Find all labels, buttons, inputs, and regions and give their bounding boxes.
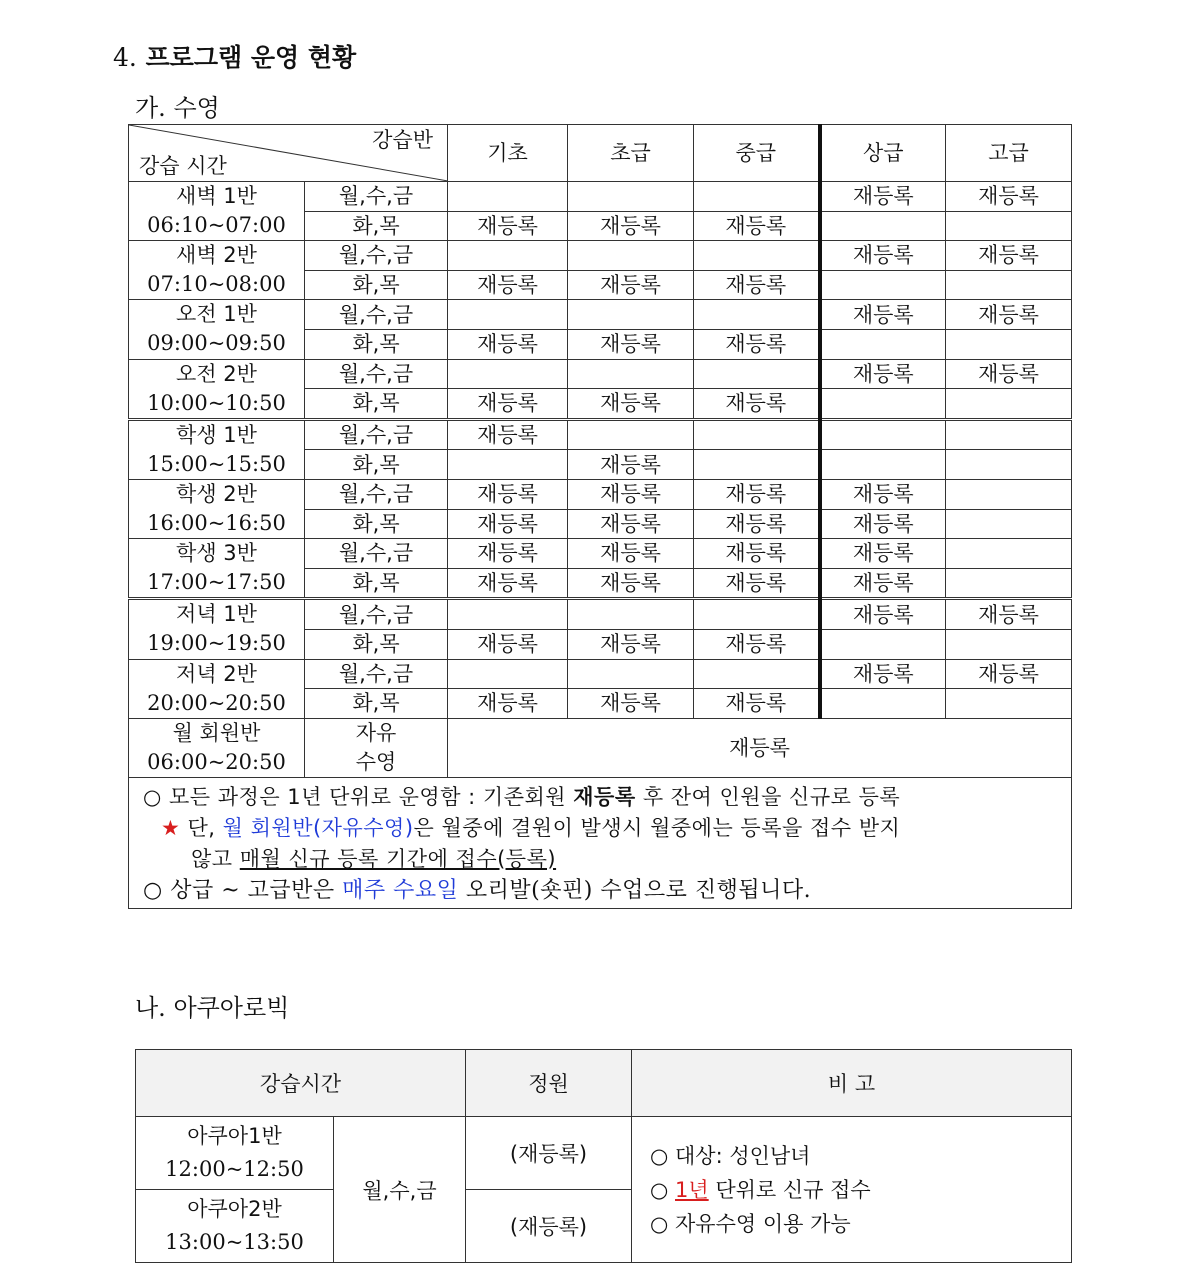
level-cell-upper — [820, 450, 946, 480]
level-cell-advanced: 재등록 — [946, 182, 1072, 212]
level-header-upper: 상급 — [820, 125, 946, 182]
level-cell-basic — [448, 359, 568, 389]
level-cell-intermediate: 재등록 — [694, 689, 820, 719]
level-cell-upper: 재등록 — [820, 659, 946, 689]
level-cell-intermediate — [694, 419, 820, 450]
level-cell-advanced — [946, 450, 1072, 480]
level-cell-upper: 재등록 — [820, 479, 946, 509]
level-cell-intermediate: 재등록 — [694, 568, 820, 599]
level-cell-intermediate: 재등록 — [694, 509, 820, 539]
class-days: 월,수,금 — [305, 182, 448, 212]
level-cell-advanced — [946, 568, 1072, 599]
class-time-cell — [129, 659, 305, 718]
note-bullet: ○ — [143, 877, 163, 903]
level-header-beginner: 초급 — [568, 125, 694, 182]
note-bullet: ○ — [143, 784, 162, 809]
class-days: 월,수,금 — [305, 599, 448, 630]
level-cell-basic — [448, 599, 568, 630]
class-days: 월,수,금 — [305, 300, 448, 330]
class-time: 15:00~15:50 — [147, 451, 286, 476]
level-cell-advanced — [946, 689, 1072, 719]
level-cell-intermediate: 재등록 — [694, 479, 820, 509]
note-monthly — [143, 813, 1063, 844]
monthly-member-row — [129, 718, 1072, 777]
level-cell-basic: 재등록 — [448, 211, 568, 241]
class-days: 화,목 — [305, 329, 448, 359]
monthly-days-cell — [305, 718, 448, 777]
class-name: 새벽 1반 — [176, 184, 257, 209]
class-time-cell — [129, 241, 305, 300]
class-name: 오전 1반 — [176, 302, 257, 327]
schedule-row — [129, 539, 1072, 569]
class-name: 오전 2반 — [176, 361, 257, 386]
level-cell-beginner: 재등록 — [568, 329, 694, 359]
aqua-class-time: 12:00~12:50 — [165, 1157, 304, 1181]
section-title: 프로그램 운영 현황 — [145, 43, 357, 72]
monthly-status: 재등록 — [448, 718, 1072, 777]
class-name: 저녁 1반 — [176, 602, 257, 627]
level-cell-basic: 재등록 — [448, 479, 568, 509]
level-cell-intermediate: 재등록 — [694, 629, 820, 659]
swimming-schedule-table — [128, 124, 1072, 909]
level-cell-upper: 재등록 — [820, 241, 946, 271]
level-header-intermediate: 중급 — [694, 125, 820, 182]
class-time: 17:00~17:50 — [147, 570, 286, 595]
class-time-cell — [129, 479, 305, 538]
class-days: 화,목 — [305, 568, 448, 599]
note-annual-text: 모든 과정은 1년 단위로 운영함 : 기존회원 — [169, 784, 567, 809]
level-cell-basic: 재등록 — [448, 389, 568, 420]
level-cell-beginner — [568, 241, 694, 271]
monthly-days-line2: 수영 — [355, 749, 397, 774]
class-time-cell — [129, 359, 305, 419]
class-time: 06:00~20:50 — [147, 749, 286, 774]
swim-header-row — [129, 125, 1072, 182]
aqua-class-name: 아쿠아1반 — [187, 1124, 282, 1148]
level-cell-upper — [820, 689, 946, 719]
level-cell-advanced: 재등록 — [946, 359, 1072, 389]
level-cell-advanced — [946, 539, 1072, 569]
level-cell-intermediate: 재등록 — [694, 211, 820, 241]
corner-top-label: 강습반 — [372, 128, 433, 152]
class-days: 화,목 — [305, 689, 448, 719]
level-cell-upper — [820, 629, 946, 659]
level-cell-basic — [448, 241, 568, 271]
aqua-capacity: (재등록) — [466, 1190, 632, 1263]
level-cell-basic — [448, 182, 568, 212]
level-cell-advanced — [946, 509, 1072, 539]
class-name: 학생 1반 — [176, 422, 257, 447]
level-cell-intermediate — [694, 182, 820, 212]
aqua-days: 월,수,금 — [334, 1117, 466, 1263]
level-cell-basic: 재등록 — [448, 689, 568, 719]
class-days: 월,수,금 — [305, 659, 448, 689]
class-days: 화,목 — [305, 211, 448, 241]
class-days: 화,목 — [305, 270, 448, 300]
notes-cell — [129, 777, 1072, 908]
note-monthly-highlight: 월 회원반(자유수영) — [222, 815, 414, 840]
level-cell-upper: 재등록 — [820, 300, 946, 330]
level-cell-beginner — [568, 300, 694, 330]
level-cell-basic — [448, 300, 568, 330]
note-fins-highlight: 매주 수요일 — [342, 877, 459, 903]
level-cell-upper: 재등록 — [820, 599, 946, 630]
remark-registration-text: 단위로 신규 접수 — [715, 1177, 871, 1202]
level-cell-beginner: 재등록 — [568, 389, 694, 420]
aquarobic-heading: 나. 아쿠아로빅 — [135, 994, 290, 1022]
class-days: 화,목 — [305, 389, 448, 420]
level-cell-upper — [820, 419, 946, 450]
level-cell-advanced: 재등록 — [946, 300, 1072, 330]
class-time-cell — [129, 539, 305, 599]
note-monthly-text: 은 월중에 결원이 발생시 월중에는 등록을 접수 받지 — [413, 815, 901, 840]
remark-bullet: ○ — [650, 1177, 669, 1202]
level-cell-beginner — [568, 419, 694, 450]
note-monthly-underline: 매월 신규 등록 기간에 접수(등록) — [239, 846, 557, 871]
class-time: 10:00~10:50 — [147, 390, 286, 415]
note-monthly-cont — [143, 844, 1063, 875]
level-cell-basic: 재등록 — [448, 539, 568, 569]
level-cell-beginner — [568, 359, 694, 389]
note-annual-rest: 후 잔여 인원을 신규로 등록 — [642, 784, 901, 809]
level-cell-advanced — [946, 389, 1072, 420]
level-cell-basic: 재등록 — [448, 568, 568, 599]
class-time-cell — [129, 599, 305, 659]
level-cell-intermediate — [694, 599, 820, 630]
class-days: 월,수,금 — [305, 539, 448, 569]
level-cell-upper: 재등록 — [820, 568, 946, 599]
aqua-class-name: 아쿠아2반 — [187, 1197, 282, 1221]
level-cell-advanced — [946, 629, 1072, 659]
level-cell-beginner: 재등록 — [568, 450, 694, 480]
aqua-remarks — [632, 1117, 1072, 1263]
class-time: 06:10~07:00 — [147, 213, 286, 238]
level-cell-upper — [820, 329, 946, 359]
level-cell-beginner — [568, 659, 694, 689]
note-fins-prefix: 상급 ~ 고급반은 — [170, 877, 335, 903]
aquarobic-table — [135, 1049, 1072, 1263]
remark-target: ○ 대상: 성인남녀 — [650, 1143, 811, 1168]
level-cell-intermediate — [694, 241, 820, 271]
remark-one-year: 1년 — [675, 1177, 709, 1202]
level-cell-intermediate: 재등록 — [694, 539, 820, 569]
level-cell-basic: 재등록 — [448, 270, 568, 300]
class-time-cell — [129, 419, 305, 479]
level-cell-basic — [448, 659, 568, 689]
level-cell-basic: 재등록 — [448, 629, 568, 659]
level-cell-upper — [820, 389, 946, 420]
schedule-row — [129, 419, 1072, 450]
aqua-header-time: 강습시간 — [136, 1050, 466, 1117]
level-cell-beginner: 재등록 — [568, 270, 694, 300]
level-cell-beginner: 재등록 — [568, 568, 694, 599]
level-cell-intermediate — [694, 300, 820, 330]
class-name: 월 회원반 — [172, 720, 261, 745]
level-cell-basic: 재등록 — [448, 329, 568, 359]
section-number: 4. — [113, 43, 137, 72]
corner-bottom-label: 강습 시간 — [139, 154, 227, 178]
level-cell-basic: 재등록 — [448, 509, 568, 539]
class-time: 07:10~08:00 — [147, 272, 286, 297]
level-cell-beginner: 재등록 — [568, 689, 694, 719]
class-days: 화,목 — [305, 629, 448, 659]
level-cell-advanced — [946, 479, 1072, 509]
level-cell-upper: 재등록 — [820, 359, 946, 389]
level-cell-beginner: 재등록 — [568, 539, 694, 569]
level-cell-upper — [820, 211, 946, 241]
schedule-row — [129, 182, 1072, 212]
class-days: 화,목 — [305, 450, 448, 480]
class-days: 월,수,금 — [305, 241, 448, 271]
class-time: 09:00~09:50 — [147, 331, 286, 356]
class-days: 화,목 — [305, 509, 448, 539]
level-cell-advanced: 재등록 — [946, 241, 1072, 271]
class-time-cell — [129, 182, 305, 241]
aqua-header-remarks: 비 고 — [632, 1050, 1072, 1117]
level-cell-beginner — [568, 599, 694, 630]
aqua-class-time: 13:00~13:50 — [165, 1230, 304, 1254]
class-time: 19:00~19:50 — [147, 631, 286, 656]
level-cell-advanced — [946, 270, 1072, 300]
class-name: 저녁 2반 — [176, 661, 257, 686]
level-cell-intermediate — [694, 359, 820, 389]
level-cell-beginner: 재등록 — [568, 479, 694, 509]
level-cell-upper — [820, 270, 946, 300]
class-time: 20:00~20:50 — [147, 690, 286, 715]
level-cell-advanced — [946, 329, 1072, 359]
level-cell-basic — [448, 450, 568, 480]
level-cell-advanced: 재등록 — [946, 599, 1072, 630]
note-annual — [143, 782, 1063, 813]
monthly-days-line1: 자유 — [355, 720, 397, 745]
level-cell-intermediate: 재등록 — [694, 270, 820, 300]
notes-row — [129, 777, 1072, 908]
remark-free-swim: ○ 자유수영 이용 가능 — [650, 1211, 851, 1236]
schedule-row — [129, 359, 1072, 389]
level-header-advanced: 고급 — [946, 125, 1072, 182]
class-time: 16:00~16:50 — [147, 511, 286, 536]
star-icon: ★ — [161, 815, 181, 840]
level-cell-advanced — [946, 211, 1072, 241]
note-fins — [143, 875, 1063, 908]
level-cell-advanced: 재등록 — [946, 659, 1072, 689]
level-cell-beginner: 재등록 — [568, 211, 694, 241]
class-days: 월,수,금 — [305, 479, 448, 509]
level-header-basic: 기초 — [448, 125, 568, 182]
class-days: 월,수,금 — [305, 359, 448, 389]
class-time-cell — [129, 300, 305, 359]
schedule-row — [129, 599, 1072, 630]
aqua-capacity: (재등록) — [466, 1117, 632, 1190]
schedule-row — [129, 300, 1072, 330]
aqua-header-row — [136, 1050, 1072, 1117]
level-cell-upper: 재등록 — [820, 509, 946, 539]
level-cell-beginner: 재등록 — [568, 629, 694, 659]
schedule-row — [129, 241, 1072, 271]
level-cell-upper: 재등록 — [820, 182, 946, 212]
remark-registration — [650, 1173, 1071, 1207]
level-cell-intermediate: 재등록 — [694, 329, 820, 359]
note-monthly-cont-prefix: 않고 — [191, 846, 233, 871]
class-name: 새벽 2반 — [176, 243, 257, 268]
level-cell-upper: 재등록 — [820, 539, 946, 569]
aqua-row — [136, 1117, 1072, 1190]
corner-header-cell — [129, 125, 448, 182]
level-cell-beginner: 재등록 — [568, 509, 694, 539]
aqua-header-capacity: 정원 — [466, 1050, 632, 1117]
class-name: 학생 2반 — [176, 482, 257, 507]
section-heading — [113, 38, 356, 74]
note-monthly-prefix: 단, — [187, 815, 216, 840]
class-name: 학생 3반 — [176, 541, 257, 566]
level-cell-intermediate — [694, 659, 820, 689]
aqua-class-cell — [136, 1190, 334, 1263]
level-cell-intermediate — [694, 450, 820, 480]
note-reregister-bold: 재등록 — [573, 784, 636, 809]
level-cell-intermediate: 재등록 — [694, 389, 820, 420]
note-fins-text: 오리발(숏핀) 수업으로 진행됩니다. — [465, 877, 812, 903]
aqua-class-cell — [136, 1117, 334, 1190]
level-cell-beginner — [568, 182, 694, 212]
class-days: 월,수,금 — [305, 419, 448, 450]
schedule-row — [129, 479, 1072, 509]
swimming-heading: 가. 수영 — [135, 94, 220, 122]
level-cell-basic: 재등록 — [448, 419, 568, 450]
level-cell-advanced — [946, 419, 1072, 450]
class-time-cell — [129, 718, 305, 777]
schedule-row — [129, 659, 1072, 689]
